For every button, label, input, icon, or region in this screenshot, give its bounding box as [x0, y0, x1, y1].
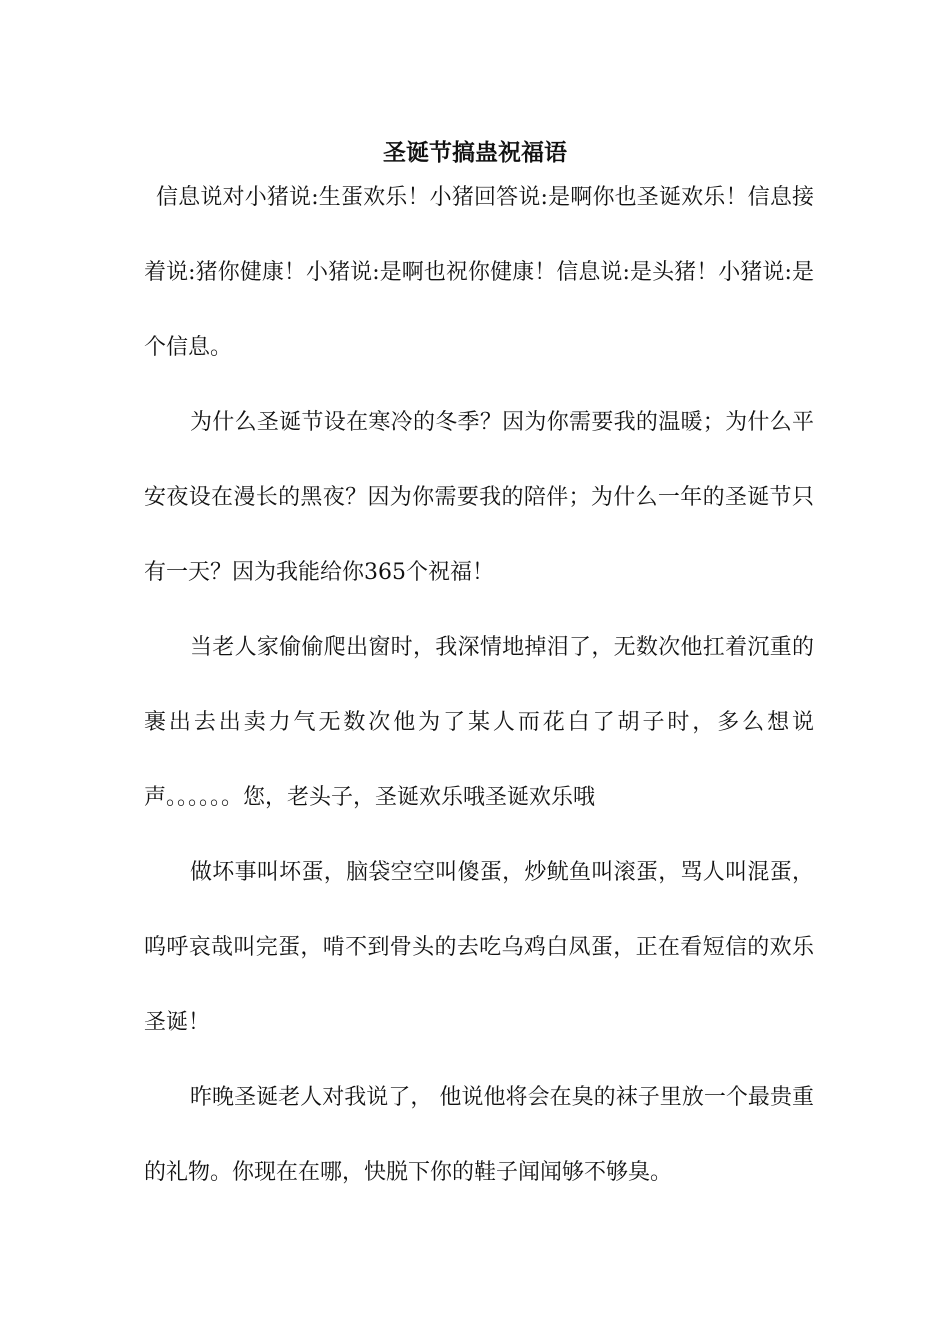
paragraph-why-christmas: 为什么圣诞节设在寒冷的冬季？因为你需要我的温暖；为什么平安夜设在漫长的黑夜？因为你需要我的陪伴；为什么一年的圣诞节只有一天？因为我能给你365个祝福！ [144, 410, 814, 585]
paragraph-eggs: 做坏事叫坏蛋，脑袋空空叫傻蛋，炒鱿鱼叫滚蛋，骂人叫混蛋，呜呼哀哉叫完蛋，啃不到骨头的去吃乌鸡白凤蛋，正在看短信的欢乐圣诞！ [144, 860, 814, 1035]
document-title: 圣诞节搞蛊祝福语 [383, 139, 567, 166]
paragraph-old-man: 当老人家偷偷爬出窗时，我深情地掉泪了，无数次他扛着沉重的裹出去出卖力气无数次他为了某人而花白了胡子时，多么想说声。。。。。。您，老头子，圣诞欢乐哦圣诞欢乐哦 [144, 635, 814, 810]
paragraph-socks: 昨晚圣诞老人对我说了， 他说他将会在臭的袜子里放一个最贵重的礼物。你现在在哪，快脱下你的鞋子闻闻够不够臭。 [144, 1085, 814, 1185]
paragraph-pig-message: 信息说对小猪说:生蛋欢乐！小猪回答说:是啊你也圣诞欢乐！信息接着说:猪你健康！小猪说:是啊也祝你健康！信息说:是头猪！小猪说:是个信息。 [144, 185, 814, 360]
document-body [144, 180, 814, 1210]
